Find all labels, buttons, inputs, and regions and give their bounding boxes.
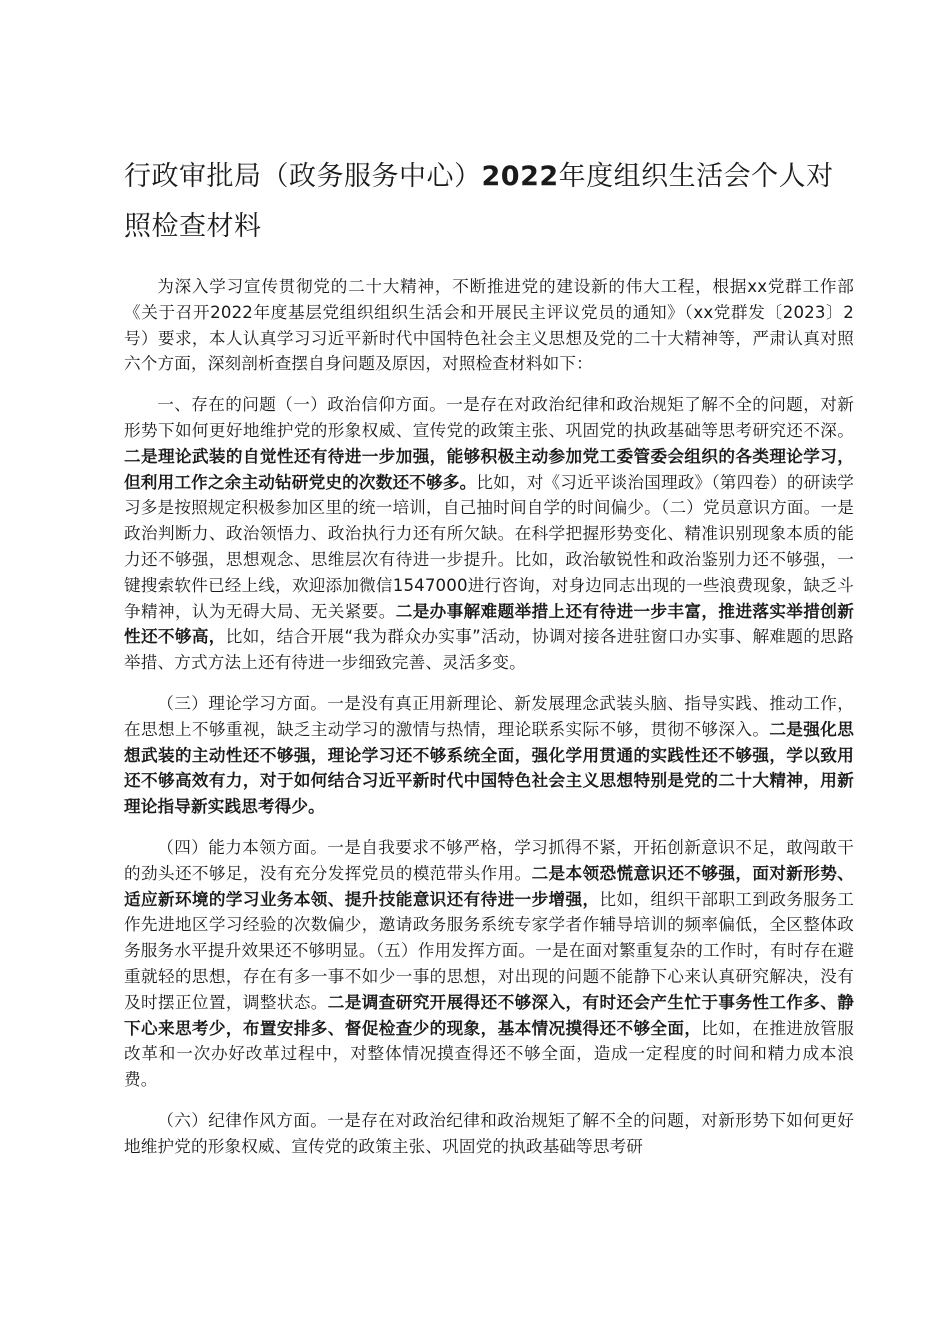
title-year: 2022 — [481, 161, 559, 192]
section-1-text-e: 比如，结合开展“我为群众办实事”活动，协调对接各进驻窗口办实事、解难题的思路举措、方式方法上还有待进一步细致完善、灵活多变。 — [124, 627, 854, 673]
section-4-text-c: 比如，组织干部职工到政务服务工作先进地区学习经验的次数偏少，邀请政务服务系统专家学者作辅导培训的频率偏低，全区整体政务服务水平提升效果还不够明显。（五）作用发挥方面。一是在面对繁重复杂的工作时，有时存在避重就轻的思想，存在有多一事不如少一事的思想，对出现的问题不能静下心来认真研究解决，没有及时摆正位置，调整状态。 — [124, 889, 855, 1012]
section-4-text-d: 二是调查研究开展得还不够深入，有时还会产生忙于事务性工作多、静下心来思考少，布置安排多、督促检查少的现象，基本情况摸得还不够全面， — [124, 992, 854, 1038]
section-3-paragraph — [124, 691, 854, 820]
section-4-paragraph — [124, 835, 854, 1093]
intro-paragraph: 为深入学习宣传贯彻党的二十大精神，不断推进党的建设新的伟大工程，根据xx党群工作部《关于召开2022年度基层党组织组织生活会和开展民主评议党员的通知》（xx党群发〔2023〕2号）要求，本人认真学习习近平新时代中国特色社会主义思想及党的二十大精神等，严肃认真对照六个方面，深刻剖析查摆自身问题及原因，对照检查材料如下： — [124, 277, 854, 374]
section-1-text-c: 比如，对《习近平谈治国理政》（第四卷）的研读学习多是按照规定积极参加区里的统一培训，自己抽时间自学的时间偏少。（二）党员意识方面。一是政治判断力、政治领悟力、政治执行力还有所欠缺。在科学把握形势变化、精准识别现象本质的能力还不够强，思想观念、思维层次有待进一步提升。比如，政治敏锐性和政治鉴别力还不够强，一键搜索软件已经上线，欢迎添加微信1547000进行咨询，对身边同志出现的一些浪费现象，缺乏斗争精神，认为无碍大局、无关紧要。 — [124, 472, 854, 621]
section-3-text-a: （三）理论学习方面。一是没有真正用新理论、新发展理念武装头脑、指导实践、推动工作，在思想上不够重视，缺乏主动学习的激情与热情，理论联系实际不够，贯彻不够深入。 — [124, 693, 854, 739]
section-4-text-e: 比如，在推进放管服改革和一次办好改革过程中，对整体情况摸查得还不够全面，造成一定程度的时间和精力成本浪费。 — [124, 1018, 854, 1090]
section-1-paragraph — [124, 392, 854, 676]
section-1-text-a: 一、存在的问题（一）政治信仰方面。一是存在对政治纪律和政治规矩了解不全的问题，对新形势下如何更好地维护党的形象权威、宣传党的政策主张、巩固党的执政基础等思考研究还不深。 — [124, 395, 854, 440]
section-4-text-a: （四）能力本领方面。一是自我要求不够严格，学习抓得不紧，开拓创新意识不足，敢闯敢干的劲头还不够足，没有充分发挥党员的模范带头作用。 — [124, 837, 854, 883]
title-part-1: 行政审批局（政务服务中心） — [124, 161, 482, 192]
section-1-text-b: 二是理论武装的自觉性还有待进一步加强，能够积极主动参加党工委管委会组织的各类理论学习，但利用工作之余主动钻研党史的次数还不够多。 — [124, 446, 854, 492]
section-1-text-d: 二是办事解难题举措上还有待进一步丰富，推进落实举措创新性还不够高， — [124, 601, 854, 647]
section-6-text-a: （六）纪律作风方面。一是存在对政治纪律和政治规矩了解不全的问题，对新形势下如何更好地维护党的形象权威、宣传党的政策主张、巩固党的执政基础等思考研 — [124, 1110, 854, 1156]
section-4-text-b: 二是本领恐慌意识还不够强，面对新形势、适应新环境的学习业务本领、提升技能意识还有待进一步增强， — [124, 863, 854, 909]
section-3-text-b: 二是强化思想武装的主动性还不够强，理论学习还不够系统全面，强化学用贯通的实践性还不够强，学以致用还不够高效有力，对于如何结合习近平新时代中国特色社会主义思想特别是党的二十大精神，用新理论指导新实践思考得少。 — [124, 719, 855, 817]
title-part-2: 年度组织生活会个人对照检查材料 — [124, 161, 834, 242]
document-title — [124, 152, 854, 252]
section-6-paragraph — [124, 1108, 854, 1160]
